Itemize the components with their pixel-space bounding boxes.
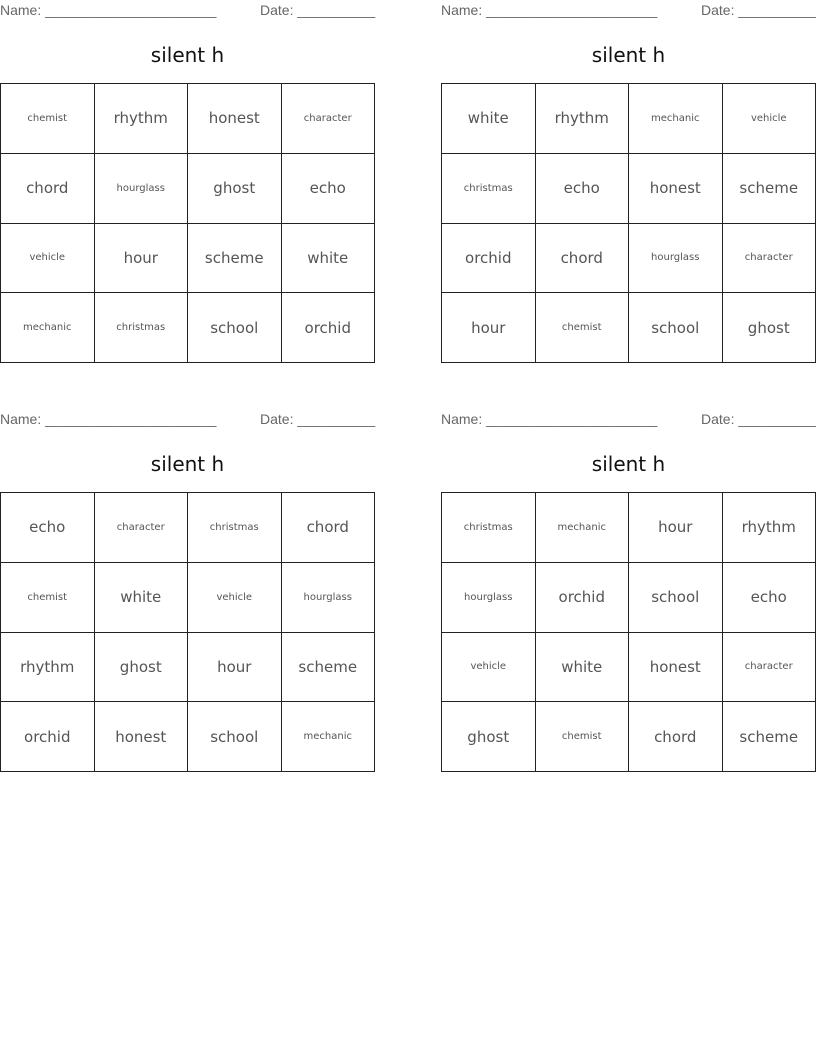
bingo-cell: hourglass — [95, 154, 189, 224]
bingo-cell: school — [188, 702, 282, 772]
bingo-cell: mechanic — [1, 293, 95, 363]
bingo-cell: orchid — [1, 702, 95, 772]
bingo-grid — [441, 83, 816, 363]
bingo-cell: chemist — [1, 563, 95, 633]
bingo-cell: rhythm — [536, 84, 630, 154]
bingo-cell: rhythm — [723, 493, 816, 563]
bingo-cell: character — [723, 224, 816, 294]
bingo-cell: chemist — [1, 84, 95, 154]
bingo-cell: ghost — [188, 154, 282, 224]
bingo-cell: school — [188, 293, 282, 363]
date-field-label: Date: __________ — [260, 2, 376, 18]
bingo-cell: hour — [629, 493, 723, 563]
bingo-cell: honest — [188, 84, 282, 154]
bingo-cell: christmas — [442, 154, 536, 224]
bingo-cell: orchid — [282, 293, 376, 363]
bingo-cell: scheme — [723, 154, 816, 224]
card-header — [441, 0, 816, 22]
bingo-cell: chord — [536, 224, 630, 294]
name-field-label: Name: ______________________ — [0, 411, 217, 427]
bingo-cell: white — [442, 84, 536, 154]
bingo-cell: white — [536, 633, 630, 703]
date-field-label: Date: __________ — [260, 411, 376, 427]
bingo-cell: rhythm — [1, 633, 95, 703]
bingo-cell: hour — [95, 224, 189, 294]
card-header — [441, 409, 816, 431]
bingo-cell: echo — [536, 154, 630, 224]
card-header — [0, 409, 375, 431]
bingo-cell: character — [723, 633, 816, 703]
card-title: silent h — [591, 43, 666, 67]
bingo-cell: mechanic — [282, 702, 376, 772]
bingo-cell: ghost — [442, 702, 536, 772]
bingo-cell: chord — [629, 702, 723, 772]
bingo-cell: echo — [282, 154, 376, 224]
bingo-cell: honest — [629, 154, 723, 224]
name-field-label: Name: ______________________ — [0, 2, 217, 18]
bingo-cell: echo — [1, 493, 95, 563]
bingo-cell: honest — [95, 702, 189, 772]
bingo-cell: ghost — [95, 633, 189, 703]
bingo-cell: white — [282, 224, 376, 294]
name-field-label: Name: ______________________ — [441, 411, 658, 427]
bingo-cell: christmas — [442, 493, 536, 563]
bingo-card-3 — [0, 409, 376, 746]
bingo-cell: school — [629, 563, 723, 633]
bingo-card-1 — [0, 0, 376, 337]
bingo-grid — [441, 492, 816, 772]
bingo-cell: hourglass — [282, 563, 376, 633]
bingo-cell: rhythm — [95, 84, 189, 154]
bingo-cell: echo — [723, 563, 816, 633]
bingo-cell: hourglass — [442, 563, 536, 633]
card-title: silent h — [150, 452, 225, 476]
bingo-grid — [0, 492, 375, 772]
bingo-cell: ghost — [723, 293, 816, 363]
bingo-cell: vehicle — [723, 84, 816, 154]
bingo-cell: school — [629, 293, 723, 363]
bingo-cell: scheme — [282, 633, 376, 703]
bingo-cell: vehicle — [442, 633, 536, 703]
bingo-cell: orchid — [442, 224, 536, 294]
bingo-cell: chemist — [536, 702, 630, 772]
bingo-cell: scheme — [188, 224, 282, 294]
bingo-cell: christmas — [95, 293, 189, 363]
bingo-grid — [0, 83, 375, 363]
bingo-card-2 — [441, 0, 816, 337]
bingo-cell: scheme — [723, 702, 816, 772]
bingo-cell: chord — [282, 493, 376, 563]
bingo-cell: chord — [1, 154, 95, 224]
card-title: silent h — [150, 43, 225, 67]
bingo-cell: vehicle — [188, 563, 282, 633]
bingo-cell: hour — [188, 633, 282, 703]
bingo-cell: mechanic — [536, 493, 630, 563]
bingo-cell: orchid — [536, 563, 630, 633]
date-field-label: Date: __________ — [701, 2, 816, 18]
date-field-label: Date: __________ — [701, 411, 816, 427]
bingo-cell: character — [282, 84, 376, 154]
bingo-cell: mechanic — [629, 84, 723, 154]
card-title: silent h — [591, 452, 666, 476]
card-header — [0, 0, 375, 22]
bingo-card-4 — [441, 409, 816, 746]
bingo-cell: white — [95, 563, 189, 633]
name-field-label: Name: ______________________ — [441, 2, 658, 18]
bingo-cell: honest — [629, 633, 723, 703]
bingo-cell: vehicle — [1, 224, 95, 294]
bingo-cell: christmas — [188, 493, 282, 563]
bingo-cell: hour — [442, 293, 536, 363]
bingo-cell: character — [95, 493, 189, 563]
bingo-cell: hourglass — [629, 224, 723, 294]
bingo-cell: chemist — [536, 293, 630, 363]
